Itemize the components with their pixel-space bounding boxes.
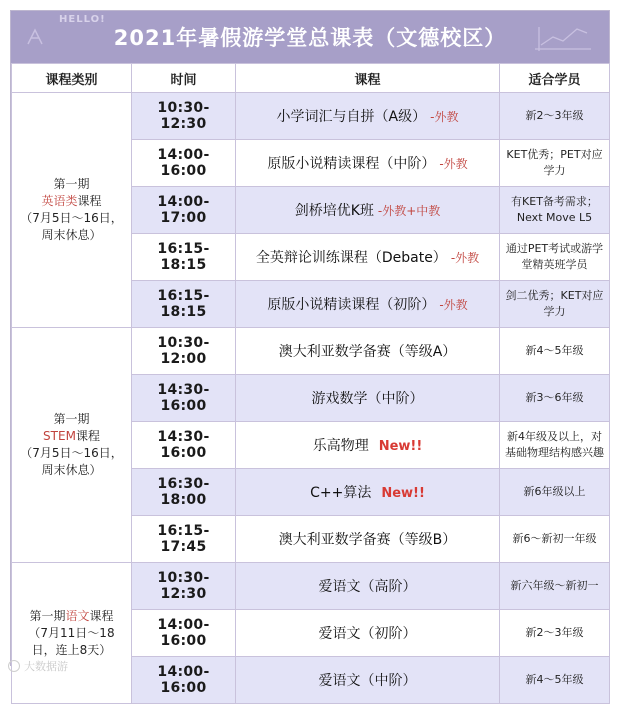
audience-cell: 剑二优秀；KET对应学力 — [500, 281, 610, 328]
course-cell — [236, 657, 500, 704]
schedule-table — [11, 63, 610, 704]
table-row — [12, 563, 610, 610]
time-cell: 16:15-17:45 — [132, 516, 236, 563]
course-cell — [236, 516, 500, 563]
new-badge: New!! — [378, 439, 423, 454]
category-note: 周末休息） — [41, 463, 102, 477]
course-cell — [236, 140, 500, 187]
watermark-text: 大数据游 — [24, 660, 68, 673]
category-cell-english — [12, 93, 132, 328]
time-cell: 16:30-18:00 — [132, 469, 236, 516]
course-name: 原版小说精读课程（初阶） — [267, 297, 436, 313]
category-accent: 语文 — [65, 608, 90, 623]
time-cell: 10:30-12:30 — [132, 93, 236, 140]
category-period: 第一期 — [29, 608, 66, 623]
audience-cell: 新4～5年级 — [500, 328, 610, 375]
course-teacher-note: -外教 — [450, 251, 480, 265]
category-note: 日，连上8天） — [31, 642, 112, 657]
course-name: 爱语文（初阶） — [318, 626, 417, 642]
course-teacher-note: -外教 — [439, 157, 468, 171]
new-badge: New!! — [381, 486, 425, 501]
course-name: 原版小说精读课程（中阶） — [267, 156, 436, 172]
audience-cell: 新6～新初一年级 — [500, 516, 610, 563]
category-name — [16, 193, 127, 210]
category-dates: （7月11日～18 — [28, 625, 115, 640]
watermark — [8, 658, 68, 674]
course-name: 澳大利亚数学备赛（等级A） — [278, 344, 457, 360]
time-cell: 14:00-17:00 — [132, 187, 236, 234]
time-cell: 14:00-16:00 — [132, 140, 236, 187]
course-name: 小学词汇与自拼（A级） — [276, 109, 427, 125]
course-name: 剑桥培优K班 — [294, 203, 374, 219]
time-cell: 10:30-12:00 — [132, 328, 236, 375]
time-cell: 10:30-12:30 — [132, 563, 236, 610]
course-teacher-note: -外教 — [430, 110, 459, 124]
course-cell — [236, 563, 500, 610]
category-cell-chinese — [12, 563, 132, 704]
course-cell — [236, 234, 500, 281]
audience-cell: 有KET备考需求；Next Move L5 — [500, 187, 610, 234]
category-suffix: 课程 — [89, 608, 114, 623]
course-name: 爱语文（高阶） — [318, 579, 417, 595]
category-period: 第一期 — [53, 177, 90, 191]
table-header-row — [12, 64, 610, 93]
course-cell — [236, 187, 500, 234]
audience-cell: 新4～5年级 — [500, 657, 610, 704]
title-bar — [11, 11, 609, 63]
category-suffix: 课程 — [77, 194, 102, 208]
course-cell — [236, 610, 500, 657]
category-note: 周末休息） — [41, 228, 102, 242]
category-suffix: 课程 — [75, 429, 100, 443]
course-name: 澳大利亚数学备赛（等级B） — [278, 532, 457, 548]
page-title: 2021年暑假游学堂总课表（文德校区） — [113, 26, 507, 50]
graph-doodle-icon — [531, 23, 595, 53]
audience-cell: KET优秀；PET对应学力 — [500, 140, 610, 187]
audience-cell: 新3～6年级 — [500, 375, 610, 422]
time-cell: 14:30-16:00 — [132, 375, 236, 422]
category-dates: （7月5日～16日， — [20, 211, 123, 225]
triangle-doodle-icon — [25, 27, 45, 47]
course-teacher-note: -外教 — [439, 298, 468, 312]
course-name: 爱语文（中阶） — [318, 673, 417, 689]
audience-cell: 新6年级以上 — [500, 469, 610, 516]
course-cell — [236, 422, 500, 469]
course-cell — [236, 93, 500, 140]
course-cell — [236, 469, 500, 516]
header-course: 课程 — [236, 64, 500, 93]
audience-cell: 新2～3年级 — [500, 93, 610, 140]
hello-doodle: HELLO! — [59, 14, 106, 25]
course-name: 游戏数学（中阶） — [311, 391, 424, 407]
course-cell — [236, 328, 500, 375]
course-name: C++算法 — [310, 485, 372, 501]
course-teacher-note: -外教+中教 — [377, 204, 441, 218]
time-cell: 16:15-18:15 — [132, 281, 236, 328]
time-cell: 14:30-16:00 — [132, 422, 236, 469]
course-name: 乐高物理 — [312, 438, 369, 454]
header-time: 时间 — [132, 64, 236, 93]
time-cell: 16:15-18:15 — [132, 234, 236, 281]
category-dates: （7月5日～16日， — [20, 446, 123, 460]
audience-cell: 新4年级及以上，对基础物理结构感兴趣 — [500, 422, 610, 469]
time-cell: 14:00-16:00 — [132, 657, 236, 704]
audience-cell: 新六年级～新初一 — [500, 563, 610, 610]
time-cell: 14:00-16:00 — [132, 610, 236, 657]
watermark-icon — [8, 660, 20, 672]
category-accent: 英语类 — [41, 194, 78, 208]
category-period: 第一期 — [53, 412, 90, 426]
course-cell — [236, 281, 500, 328]
header-audience: 适合学员 — [500, 64, 610, 93]
course-cell — [236, 375, 500, 422]
table-row — [12, 328, 610, 375]
table-row — [12, 93, 610, 140]
audience-cell: 新2～3年级 — [500, 610, 610, 657]
audience-cell: 通过PET考试或游学堂精英班学员 — [500, 234, 610, 281]
category-cell-stem — [12, 328, 132, 563]
category-accent: STEM — [43, 429, 76, 443]
category-name — [16, 428, 127, 445]
header-category: 课程类别 — [12, 64, 132, 93]
course-name: 全英辩论训练课程（Debate） — [255, 250, 447, 266]
